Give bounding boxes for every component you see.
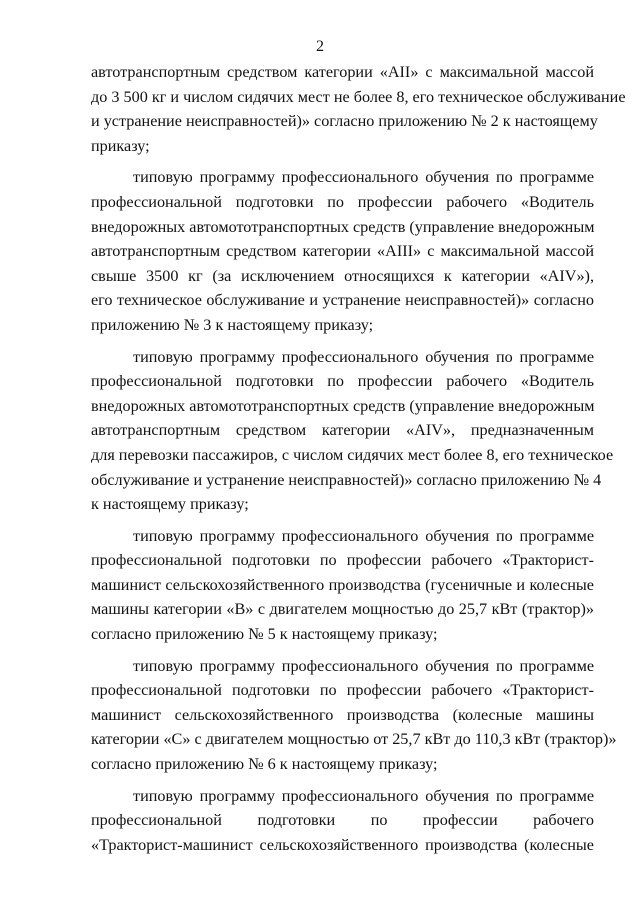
text-line: свыше 3500 кг (за исключением относящихся к категории «AIV»), (91, 266, 594, 285)
text-line: типовую программу профессионального обучения по программе (133, 168, 594, 187)
text-line: внедорожных автомототранспортных средств (управление внедорожным (91, 396, 595, 415)
text-line: внедорожных автомототранспортных средств (управление внедорожным (91, 217, 595, 236)
text-line: профессиональной подготовки по профессии рабочего «Тракторист- (91, 681, 594, 700)
text-line: его техническое обслуживание и устранение неисправностей)» согласно (91, 291, 594, 310)
text-line: типовую программу профессионального обучения по программе (133, 347, 594, 366)
text-line: приложению № 3 к настоящему приказу; (91, 315, 374, 334)
text-line: машинист сельскохозяйственного производства (колесные машины (91, 705, 594, 724)
paragraph (91, 60, 626, 158)
paragraph-spacing (91, 647, 594, 654)
text-line: профессиональной подготовки по профессии рабочего (91, 811, 594, 830)
text-line: автотранспортным средством категории «AII» с максимальной массой (91, 63, 594, 81)
text-line: автотранспортным средством категории «AIII» с максимальной массой (91, 242, 594, 261)
text-line: профессиональной подготовки по профессии рабочего «Тракторист- (91, 551, 594, 570)
text-line: машины категории «B» с двигателем мощностью до 25,7 кВт (трактор)» (91, 600, 594, 619)
text-line: типовую программу профессионального обучения по программе (133, 786, 594, 805)
text-line: типовую программу профессионального обучения по программе (133, 656, 594, 675)
text-line: машинист сельскохозяйственного производства (гусеничные и колесные (91, 575, 594, 594)
paragraph-spacing (91, 777, 594, 784)
paragraph (91, 784, 594, 858)
text-line: типовую программу профессионального обучения по программе (133, 526, 594, 545)
text-line: и устранение неисправностей)» согласно приложению № 2 к настоящему (91, 112, 598, 131)
paragraph-spacing (91, 517, 594, 524)
text-line: профессиональной подготовки по профессии рабочего «Водитель (91, 192, 594, 211)
paragraph (91, 165, 594, 337)
text-line: «Тракторист-машинист сельскохозяйственного производства (колесные (91, 835, 594, 854)
document-body (91, 60, 626, 857)
text-line: до 3 500 кг и числом сидячих мест не более 8, его техническое обслуживание (91, 87, 626, 106)
text-line: категории «C» с двигателем мощностью от 25,7 кВт до 110,3 кВт (трактор)» (91, 730, 617, 749)
text-line: согласно приложению № 5 к настоящему приказу; (91, 625, 438, 644)
paragraph-spacing (91, 338, 594, 345)
text-line: для перевозки пассажиров, с числом сидячих мест более 8, его техническое (91, 445, 614, 464)
page-number: 2 (316, 38, 324, 55)
text-line: автотранспортным средством категории «AIV», предназначенным (91, 421, 594, 440)
text-line: профессиональной подготовки по профессии рабочего «Водитель (91, 372, 594, 391)
paragraph-spacing (91, 158, 594, 165)
text-line: согласно приложению № 6 к настоящему приказу; (91, 755, 438, 774)
paragraph (91, 524, 594, 647)
text-line: к настоящему приказу; (91, 495, 249, 514)
text-line: обслуживание и устранение неисправностей)» согласно приложению № 4 (91, 470, 602, 489)
paragraph (91, 345, 614, 517)
paragraph (91, 654, 617, 777)
text-line: приказу; (91, 136, 150, 155)
